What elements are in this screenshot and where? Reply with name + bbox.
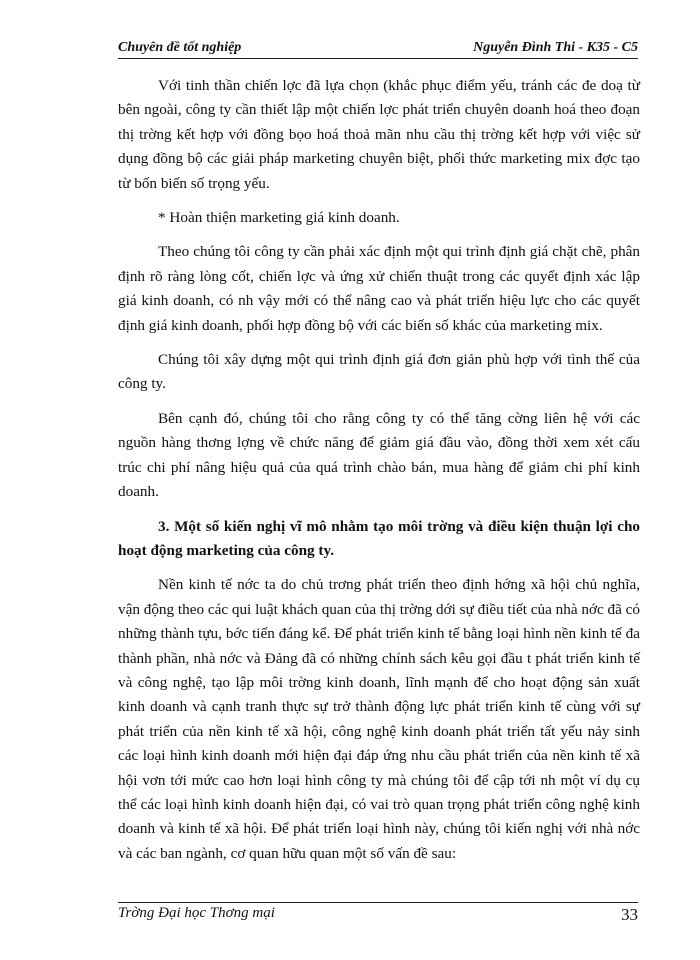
page-footer — [118, 905, 638, 929]
body-paragraph: * Hoàn thiện marketing giá kinh doanh. — [158, 209, 400, 227]
body-paragraph: Với tinh thần chiến lợc đã lựa chọn (khắc phục điểm yếu, tránh các đe doạ từ bên ngoài, công ty cần thiết lập một chiến lợc phát triển chuyên doanh hoá theo đoạn thị trờng kết hợp với đồng bọo hoá thoả mãn nhu cầu thị trờng kết hợp với việc sử dụng đồng bộ các giải pháp marketing chuyên biệt, phối thức marketing mix đợc tạo từ bốn biến số trọng yếu. — [118, 77, 640, 192]
header-author: Nguyễn Đình Thi - K35 - C5 — [473, 40, 638, 55]
page-header — [118, 36, 638, 58]
page-number: 33 — [621, 905, 638, 924]
body-paragraph: Theo chúng tôi công ty cần phải xác định một qui trình định giá chặt chẽ, phân định rõ ràng lòng cốt, chiến lợc và ứng xử chiến thuật trong các quyết định xác lập giá kinh doanh, có nh vậy mới có thể nâng cao và phát triển hiệu lực cho các quyết định giá kinh doanh, phối hợp đồng bộ với các biến số khác của marketing mix. — [118, 243, 640, 334]
footer-divider — [118, 902, 638, 903]
header-divider — [118, 58, 638, 59]
body-paragraph: Chúng tôi xây dựng một qui trình định giá đơn giản phù hợp với tình thế của công ty. — [118, 351, 640, 393]
footer-institution: Trờng Đại học Thơng mại — [118, 905, 275, 921]
page-body — [118, 74, 640, 876]
section-heading: 3. Một số kiến nghị vĩ mô nhằm tạo môi trờng và điều kiện thuận lợi cho hoạt động marketing của công ty. — [118, 517, 640, 559]
header-title: Chuyên đề tốt nghiệp — [118, 40, 242, 55]
body-paragraph: Bên cạnh đó, chúng tôi cho rằng công ty có thể tăng cờng liên hệ với các nguồn hàng thơng lợng về chức năng để giảm giá đầu vào, đồng thời xem xét cấu trúc chi phí nâng hiệu quả của quá trình chào bán, mua hàng để giảm chi phí kinh doanh. — [118, 409, 640, 501]
body-paragraph: Nền kinh tế nớc ta do chủ trơng phát triển theo định hớng xã hội chủ nghĩa, vận động theo các qui luật khách quan của thị trờng dới sự điều tiết của nhà nớc đã có những thành tựu, bớc tiến đáng kể. Để phát triển kinh tế bằng loại hình nền kinh tế đa thành phần, nhà nớc và Đảng đã có những chính sách kêu gọi đầu t phát triển kinh tế và công nghệ, tạo lập môi trờng kinh doanh, lĩnh mạnh để cho hoạt động sản xuất kinh doanh và cạnh tranh thực sự trở thành động lực phát triển kinh tế cùng với sự phát triển của nền kinh tế xã hội, công nghệ kinh doanh phát triển tất yếu nảy sinh các loại hình kinh doanh mới hiện đại đáp ứng nhu cầu phát triển của nền kinh tế xã hội vơn tới mức cao hơn loại hình công ty mà chúng tôi để cập tới nh một ví dụ cụ thể các loại hình kinh doanh hiện đại, có vai trò quan trọng phát triển công nghệ kinh doanh và kinh tế xã hội. Để phát triển loại hình này, chúng tôi kiến nghị với nhà nớc và các ban ngành, cơ quan hữu quan một số vấn đề sau: — [118, 576, 640, 862]
